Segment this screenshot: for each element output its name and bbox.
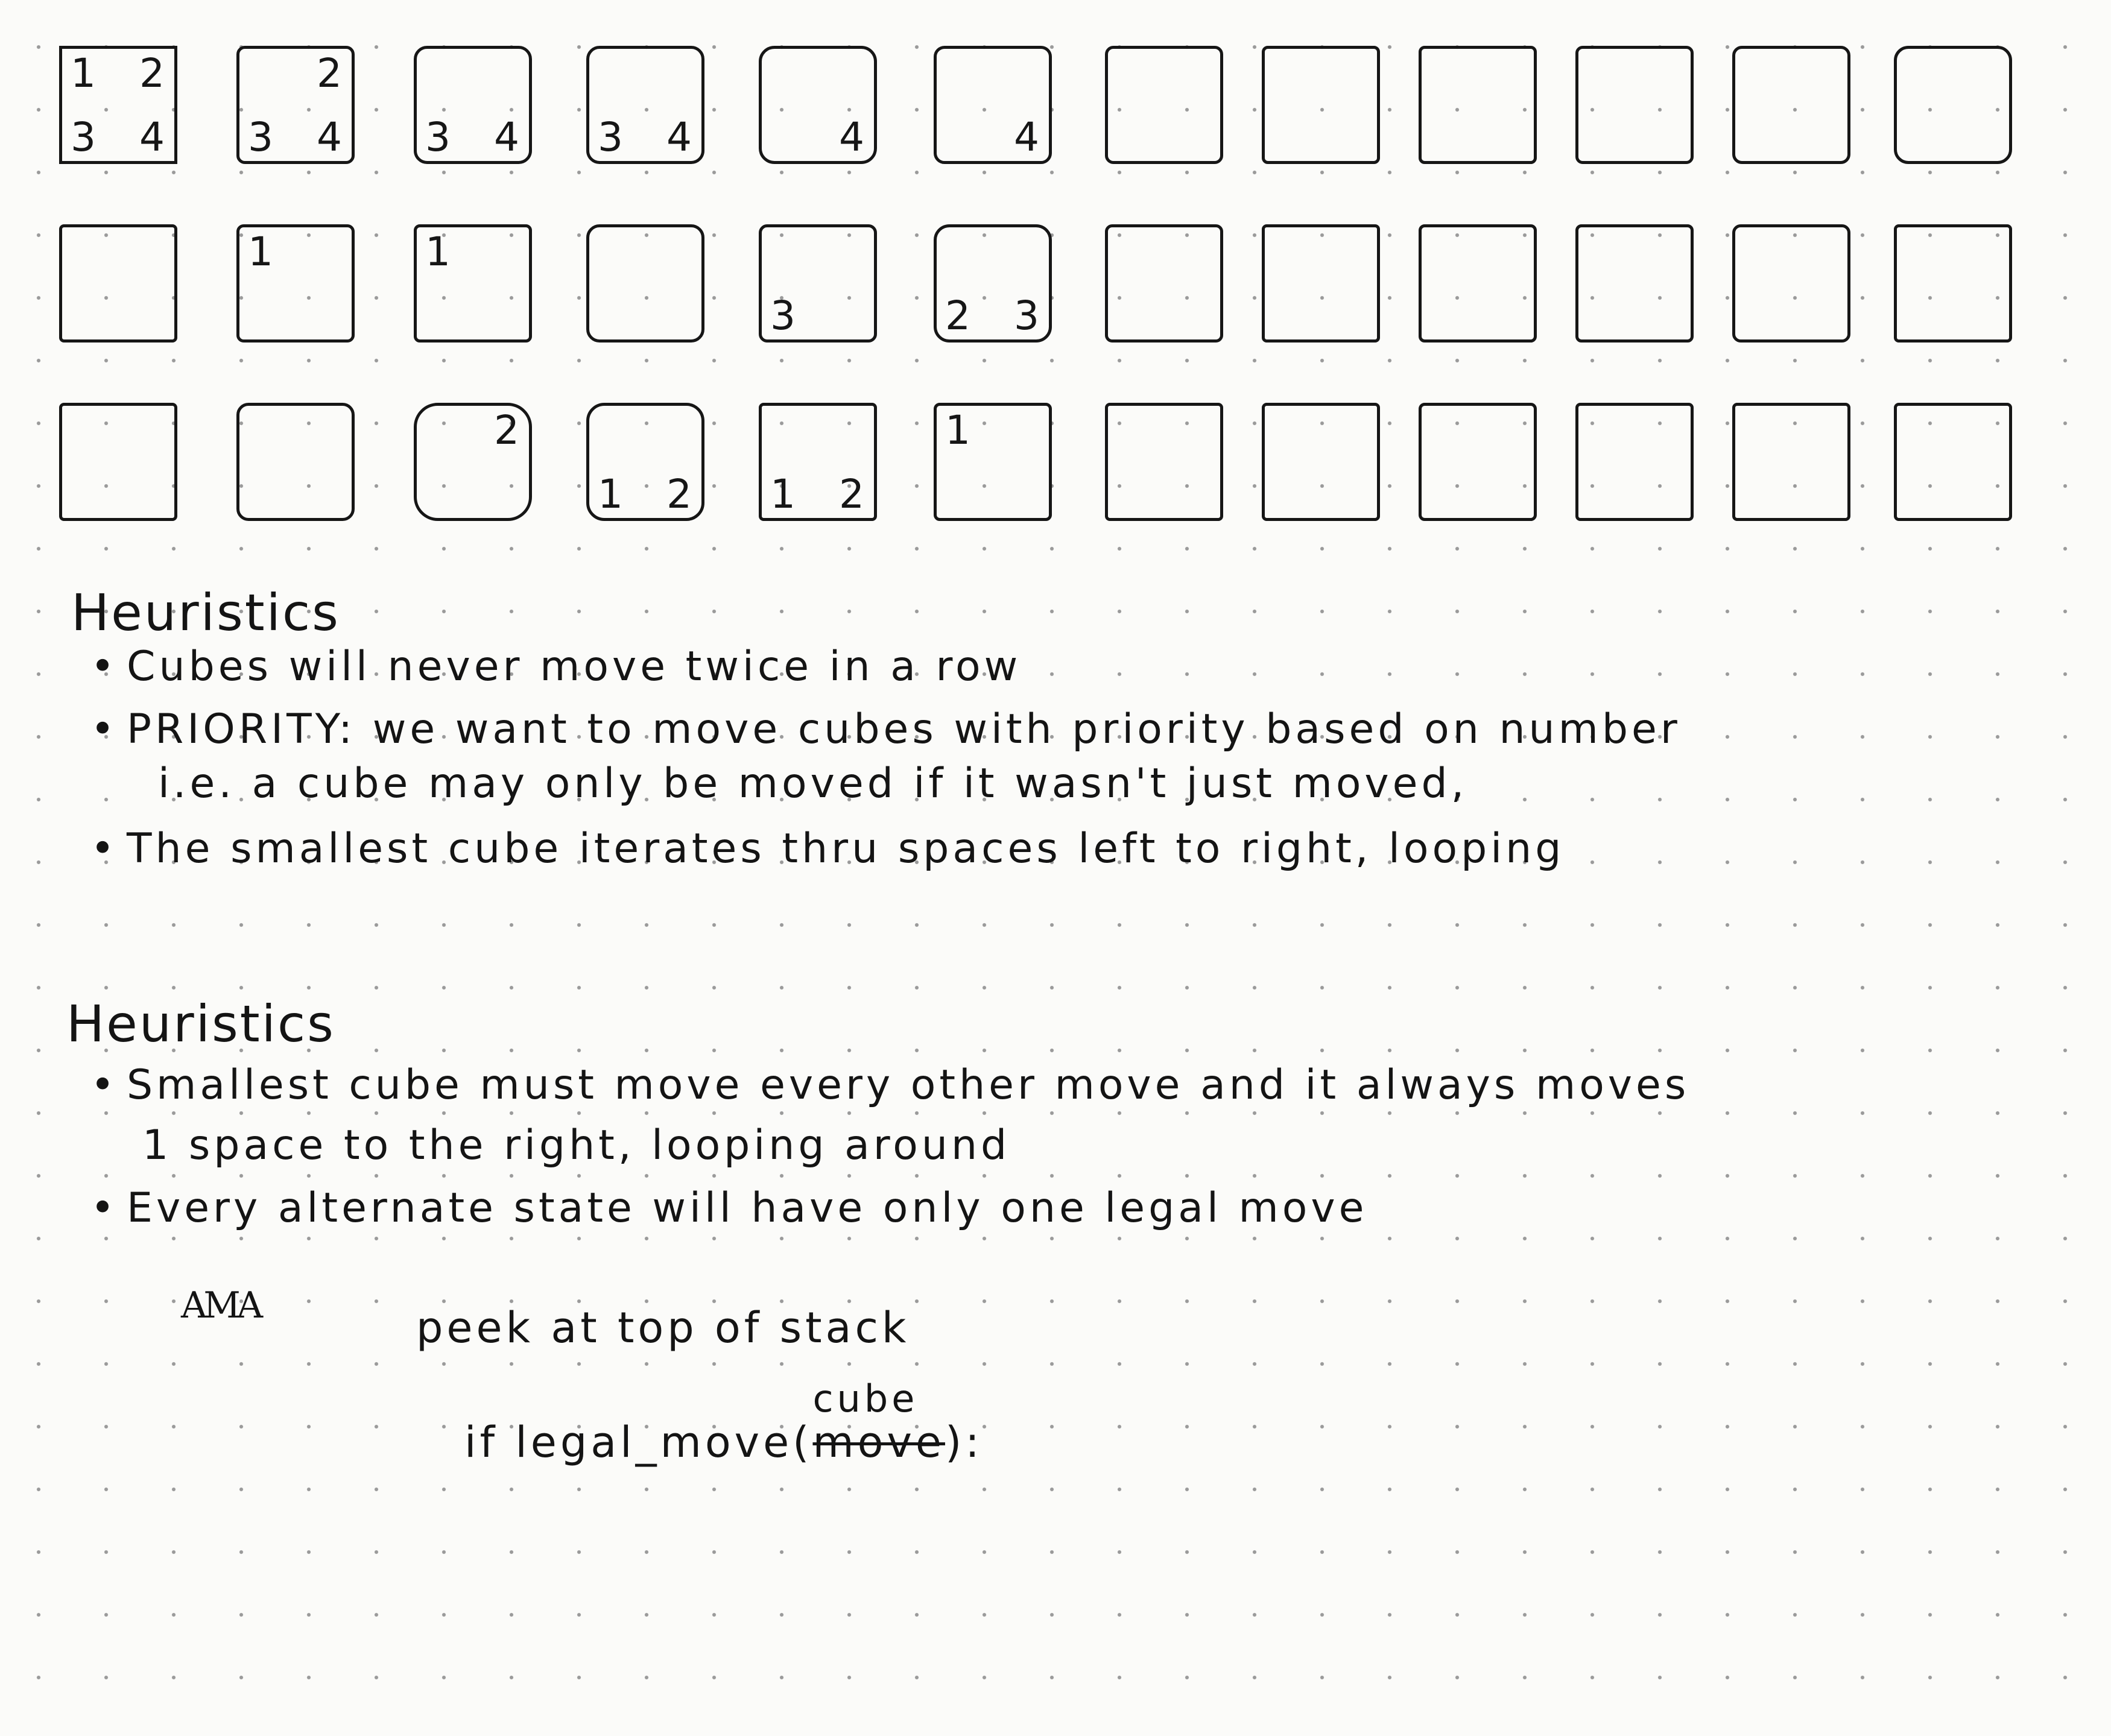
code-arg-replacement: cube (812, 1377, 919, 1421)
state-cell (414, 403, 532, 521)
cube-number: 3 (1014, 292, 1039, 339)
state-cell (1105, 403, 1223, 521)
section1-bullet-3 (90, 825, 1565, 873)
code-suffix: ): (945, 1418, 983, 1467)
cube-number: 3 (598, 114, 623, 160)
cube-number: 2 (139, 50, 165, 96)
cube-number: 4 (839, 114, 864, 160)
state-cell (1894, 46, 2012, 164)
cube-number: 2 (494, 407, 519, 453)
bullet-dot: • (90, 1061, 119, 1109)
state-cell (1419, 46, 1537, 164)
state-cell (586, 46, 704, 164)
state-cell (759, 46, 877, 164)
cube-number: 1 (945, 407, 970, 453)
bullet-text: The smallest cube iterates thru spaces left to right, looping (127, 825, 1565, 873)
cube-number: 2 (945, 292, 970, 339)
state-cell (414, 224, 532, 342)
bullet-text: Cubes will never move twice in a row (127, 643, 1022, 690)
state-cell (1262, 46, 1380, 164)
state-cell (1419, 224, 1537, 342)
cube-number: 4 (666, 114, 692, 160)
state-cell (934, 46, 1052, 164)
state-cell (414, 46, 532, 164)
code-arg (812, 1377, 945, 1468)
state-cell (59, 46, 177, 164)
cube-number: 4 (317, 114, 342, 160)
section1-bullet-2 (90, 705, 1681, 754)
state-cell (236, 224, 355, 342)
scribble-mark: AMA (181, 1284, 260, 1327)
state-cell (1732, 224, 1850, 342)
bullet-dot: • (90, 643, 119, 690)
state-cell (1575, 403, 1694, 521)
bullet-dot: • (90, 1184, 119, 1232)
bullet-dot: • (90, 705, 119, 753)
cube-number: 1 (248, 229, 273, 275)
section2-bullet-1-continuation: 1 space to the right, looping around (142, 1122, 1011, 1169)
state-cell (1732, 46, 1850, 164)
section1-bullet-1 (90, 643, 1021, 691)
cube-number: 1 (71, 50, 96, 96)
bullet-dot: • (90, 825, 119, 873)
bullet-text: PRIORITY: we want to move cubes with priority based on number (127, 705, 1681, 753)
state-cell (586, 403, 704, 521)
state-cell (59, 224, 177, 342)
bullet-text: Every alternate state will have only one legal move (127, 1184, 1368, 1232)
cube-number: 3 (770, 292, 796, 339)
cube-number: 3 (425, 114, 451, 160)
state-cell (1894, 403, 2012, 521)
pseudocode-line-1: peek at top of stack (416, 1303, 910, 1353)
cube-number: 1 (770, 471, 796, 517)
state-cell (1262, 403, 1380, 521)
state-cell (1894, 224, 2012, 342)
cube-number: 4 (494, 114, 519, 160)
cube-number: 2 (666, 471, 692, 517)
state-cell (759, 224, 877, 342)
section2-bullet-1 (90, 1061, 1689, 1109)
state-cell (1105, 224, 1223, 342)
state-cell (586, 224, 704, 342)
section1-bullet-2-continuation: i.e. a cube may only be moved if it wasn't just moved, (158, 760, 1468, 807)
state-cell (1419, 403, 1537, 521)
section2-heading: Heuristics (66, 994, 335, 1053)
cube-number: 4 (139, 114, 165, 160)
pseudocode-line-2 (464, 1377, 983, 1468)
state-cell (59, 403, 177, 521)
cube-number: 2 (317, 50, 342, 96)
cube-number: 1 (598, 471, 623, 517)
state-cell (934, 224, 1052, 342)
state-cell (934, 403, 1052, 521)
section1-heading: Heuristics (71, 583, 340, 642)
code-prefix: if legal_move( (464, 1418, 813, 1467)
state-cell (1732, 403, 1850, 521)
cube-number: 1 (425, 229, 451, 275)
cube-number: 4 (1014, 114, 1039, 160)
code-arg-struck: move (812, 1418, 945, 1467)
state-cell (236, 403, 355, 521)
state-cell (1575, 224, 1694, 342)
state-cell (1262, 224, 1380, 342)
state-cell (759, 403, 877, 521)
cube-number: 3 (71, 114, 96, 160)
cube-number: 3 (248, 114, 273, 160)
state-cell (1105, 46, 1223, 164)
state-cell (1575, 46, 1694, 164)
section2-bullet-2 (90, 1184, 1367, 1233)
cube-number: 2 (839, 471, 864, 517)
state-cell (236, 46, 355, 164)
bullet-text: Smallest cube must move every other move and it always moves (127, 1061, 1690, 1109)
